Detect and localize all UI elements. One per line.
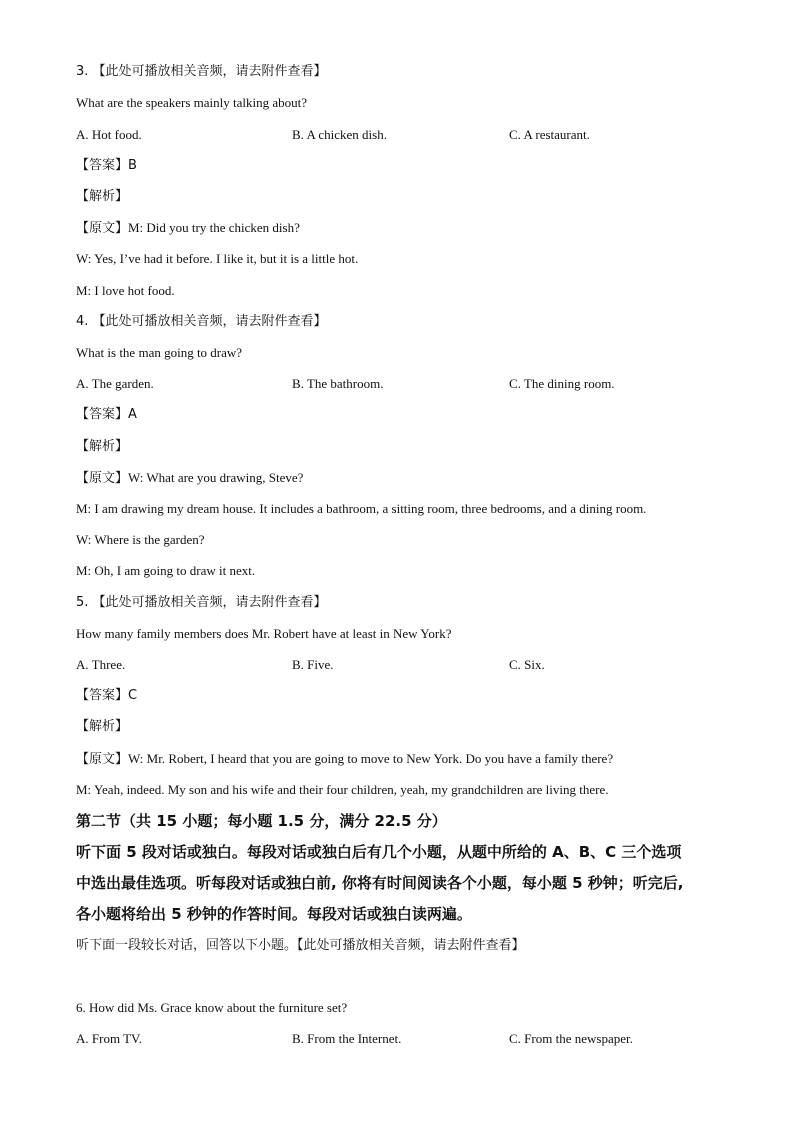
q5-analysis: 【解析】 [76,719,129,734]
section2-title: 第二节（共 15 小题；每小题 1.5 分，满分 22.5 分） [76,812,447,830]
section2-instructions-line: 听下面 5 段对话或独白。每段对话或独白后有几个小题，从题中所给的 A、B、C 三个选项 [76,843,682,861]
section2-instructions-line: 各小题将给出 5 秒钟的作答时间。每段对话或独白读两遍。 [76,905,472,923]
q3-option-c: C. A restaurant. [509,127,590,142]
q3-options [76,127,716,143]
q4-question: What is the man going to draw? [76,345,243,360]
q5-option-c: C. Six. [509,657,545,672]
q3-option-b: B. A chicken dish. [292,127,387,142]
q6-question: 6. How did Ms. Grace know about the furniture set? [76,1000,348,1015]
q4-option-c: C. The dining room. [509,376,615,391]
q3-answer: 【答案】B [76,158,137,173]
q5-options [76,657,716,673]
q3-transcript-line: M: I love hot food. [76,283,175,298]
q4-option-b: B. The bathroom. [292,376,384,391]
q3-transcript-line: 【原文】M: Did you try the chicken dish? [76,220,300,235]
q5-header: 5. 【此处可播放相关音频，请去附件查看】 [76,595,327,610]
q5-question: How many family members does Mr. Robert have at least in New York? [76,626,452,641]
q3-transcript-line: W: Yes, I’ve had it before. I like it, but it is a little hot. [76,251,359,266]
q5-transcript-line: 【原文】W: Mr. Robert, I heard that you are going to move to New York. Do you have a family there? [76,751,614,766]
q6-options [76,1031,716,1047]
q4-analysis: 【解析】 [76,439,129,454]
q3-option-a: A. Hot food. [76,127,142,142]
q5-option-a: A. Three. [76,657,126,672]
q4-header: 4. 【此处可播放相关音频，请去附件查看】 [76,314,327,329]
q3-question: What are the speakers mainly talking about? [76,95,308,110]
q3-header: 3. 【此处可播放相关音频，请去附件查看】 [76,64,327,79]
q4-transcript-line: M: I am drawing my dream house. It includes a bathroom, a sitting room, three bedrooms, and a dining room. [76,501,647,516]
q5-answer: 【答案】C [76,688,138,703]
q4-answer: 【答案】A [76,407,137,422]
section2-instructions-line: 中选出最佳选项。听每段对话或独白前, 你将有时间阅读各个小题，每小题 5 秒钟；听完后, [76,874,684,892]
q5-option-b: B. Five. [292,657,334,672]
q6-option-b: B. From the Internet. [292,1031,402,1046]
q6-option-c: C. From the newspaper. [509,1031,633,1046]
q3-analysis: 【解析】 [76,189,129,204]
q4-options [76,376,716,392]
q4-transcript-line: M: Oh, I am going to draw it next. [76,563,256,578]
q4-transcript-line: W: Where is the garden? [76,532,205,547]
section2-prompt: 听下面一段较长对话，回答以下小题。【此处可播放相关音频，请去附件查看】 [76,938,525,953]
q6-option-a: A. From TV. [76,1031,142,1046]
q5-transcript-line: M: Yeah, indeed. My son and his wife and their four children, yeah, my grandchildren are living there. [76,782,609,797]
q4-option-a: A. The garden. [76,376,154,391]
q4-transcript-line: 【原文】W: What are you drawing, Steve? [76,470,304,485]
